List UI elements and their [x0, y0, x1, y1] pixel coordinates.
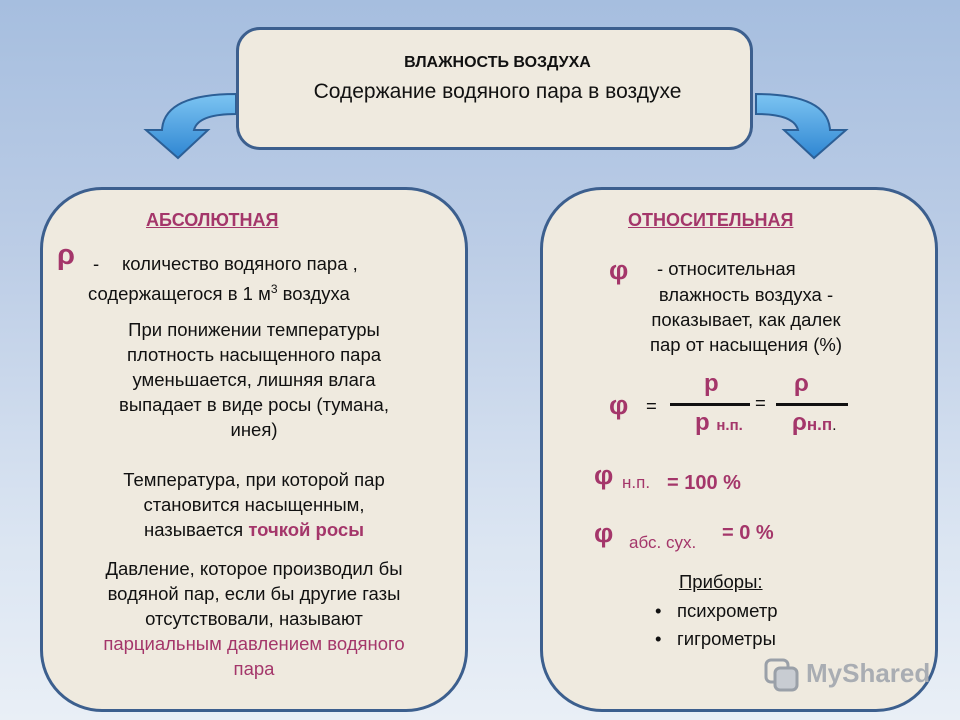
- definition-dash: -: [93, 253, 100, 274]
- relative-definition-text: влажность воздуха - показывает, как далек пар от насыщения (%): [649, 284, 843, 355]
- formula-numerator-rho: ρ: [794, 370, 809, 397]
- dew-point-paragraph: Температура, при которой пар становится насыщенным, называется точкой росы: [123, 469, 385, 540]
- saturated-phi: φ: [594, 460, 614, 490]
- relative-definition-line1: - относительная: [657, 258, 796, 279]
- dry-subscript: абс. сух.: [629, 533, 697, 552]
- absolute-heading: АБСОЛЮТНАЯ: [146, 210, 279, 230]
- saturated-value: = 100 %: [667, 472, 741, 494]
- left-curved-arrow-icon: [140, 80, 240, 160]
- dry-value: = 0 %: [722, 522, 774, 544]
- logo-icon: [762, 654, 802, 694]
- phi-symbol: φ: [609, 255, 629, 285]
- fraction-bar-2: [776, 403, 848, 406]
- relative-humidity-panel: [540, 187, 938, 712]
- rho-symbol: ρ: [57, 239, 75, 271]
- absolute-humidity-panel: [40, 187, 468, 712]
- myshared-logo: [762, 654, 932, 694]
- temperature-paragraph: При понижении температуры плотность насыщенного пара уменьшается, лишняя влага выпадает в виде росы (тумана, инея): [119, 319, 389, 440]
- formula-denominator-rho: ρн.п.: [792, 409, 837, 436]
- instrument-psychrometer: • психрометр: [677, 599, 778, 622]
- right-curved-arrow-icon: [752, 80, 852, 160]
- relative-heading: ОТНОСИТЕЛЬНАЯ: [628, 210, 794, 230]
- absolute-definition-line2: содержащегося в 1 $м^3$ воздуха: [88, 282, 350, 305]
- title-box: [236, 27, 753, 150]
- partial-pressure-term: парциальным давлением водяного: [103, 633, 405, 654]
- dry-phi: φ: [594, 518, 614, 548]
- instrument-hygrometers: • гигрометры: [677, 627, 776, 650]
- dew-point-term: точкой росы: [248, 519, 364, 540]
- partial-pressure-paragraph: Давление, которое производил бы водяной пар, если бы другие газы отсутствовали, называют парциальным давлением водяного пара: [43, 556, 465, 681]
- saturated-subscript: н.п.: [622, 473, 651, 492]
- formula-numerator-p: p: [704, 370, 719, 397]
- formula-denominator-p: p н.п.: [695, 409, 743, 436]
- formula-equals-2: =: [755, 392, 766, 413]
- diagram-title: ВЛАЖНОСТЬ ВОЗДУХА: [404, 54, 591, 71]
- absolute-definition-line1: количество водяного пара ,: [122, 253, 358, 274]
- instruments-title: Приборы:: [679, 571, 763, 592]
- diagram-subtitle: Содержание водяного пара в воздухе: [313, 80, 682, 103]
- formula-phi: φ: [609, 390, 629, 420]
- logo-text: MyShared: [806, 658, 931, 688]
- formula-equals-1: =: [646, 395, 657, 416]
- fraction-bar-1: [670, 403, 750, 406]
